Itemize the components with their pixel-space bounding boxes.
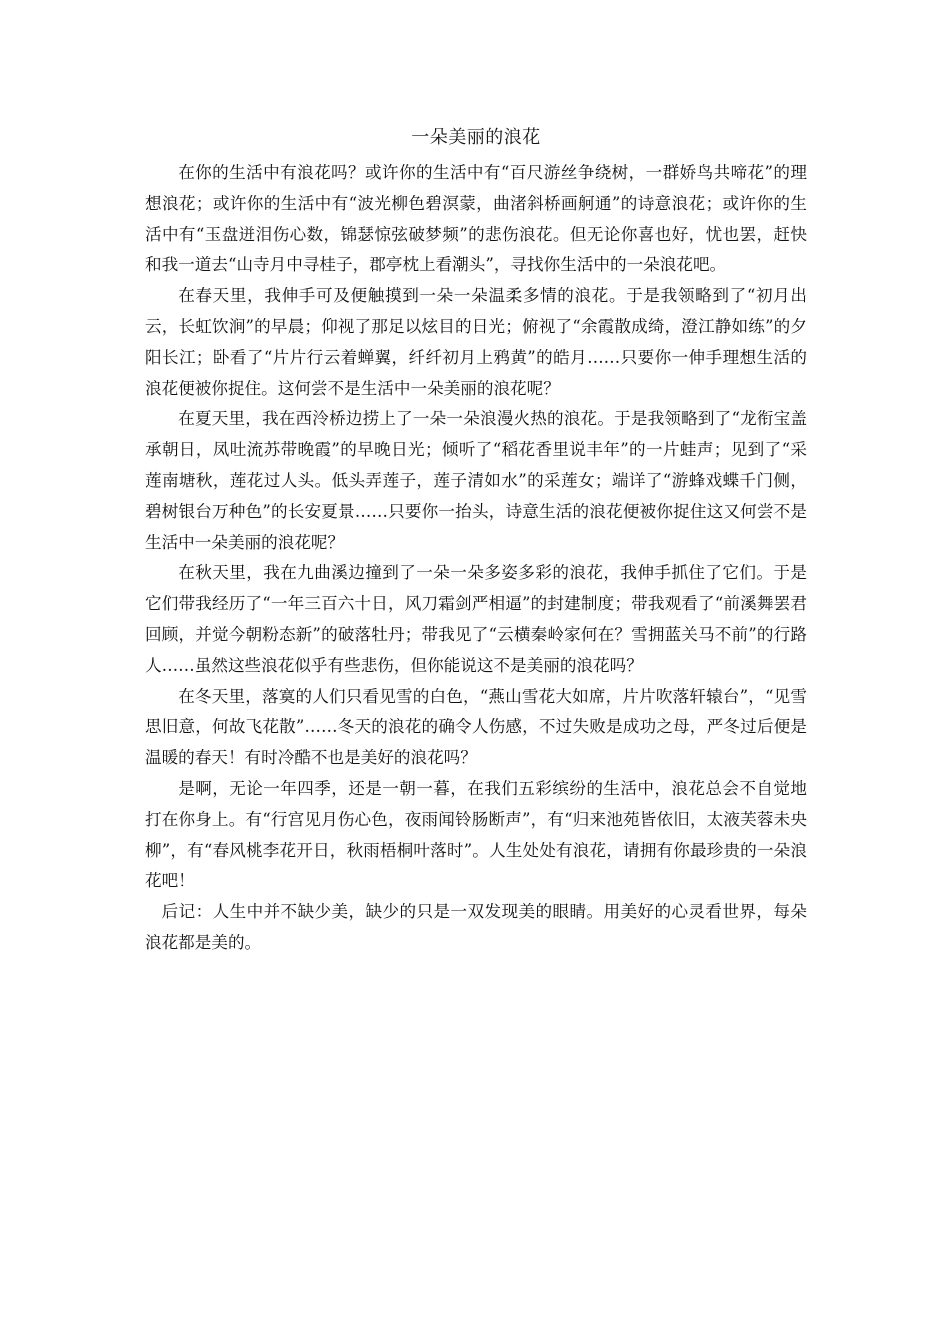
document-title: 一朵美丽的浪花 <box>411 127 541 148</box>
paragraph-intro: 在你的生活中有浪花吗？或许你的生活中有“百尺游丝争绕树，一群娇鸟共啼花”的理想浪花；或许你的生活中有“波光柳色碧溟蒙，曲渚斜桥画舸通”的诗意浪花；或许你的生活中有“玉盘迸泪伤心数，锦瑟惊弦破梦频”的悲伤浪花。但无论你喜也好，忧也罢，赶快和我一道去“山寺月中寻桂子，郡亭枕上看潮头”，寻找你生活中的一朵浪花吧。 <box>145 163 807 275</box>
paragraph-spring: 在春天里，我伸手可及便触摸到一朵一朵温柔多情的浪花。于是我领略到了“初月出云，长虹饮涧”的早晨；仰视了那足以炫目的日光；俯视了“余霞散成绮，澄江静如练”的夕阳长江；卧看了“片片行云着蝉翼，纤纤初月上鸦黄”的皓月……只要你一伸手理想生活的浪花便被你捉住。这何尝不是生活中一朵美丽的浪花呢？ <box>145 286 807 398</box>
paragraph-winter: 在冬天里，落寞的人们只看见雪的白色，“燕山雪花大如席，片片吹落轩辕台”，“见雪思旧意，何故飞花散”……冬天的浪花的确令人伤感，不过失败是成功之母，严冬过后便是温暖的春天！有时冷酷不也是美好的浪花吗？ <box>145 686 807 768</box>
document-page <box>145 118 807 959</box>
paragraph-conclusion: 是啊，无论一年四季，还是一朝一暮，在我们五彩缤纷的生活中，浪花总会不自觉地打在你身上。有“行宫见月伤心色，夜雨闻铃肠断声”，有“归来池苑皆依旧，太液芙蓉未央柳”，有“春风桃李花开日，秋雨梧桐叶落时”。人生处处有浪花，请拥有你最珍贵的一朵浪花吧！ <box>145 778 807 891</box>
paragraph-autumn: 在秋天里，我在九曲溪边撞到了一朵一朵多姿多彩的浪花，我伸手抓住了它们。于是它们带我经历了“一年三百六十日，风刀霜剑严相逼”的封建制度；带我观看了“前溪舞罢君回顾，并觉今朝粉态新”的破落牡丹；带我见了“云横秦岭家何在？雪拥蓝关马不前”的行路人……虽然这些浪花似乎有些悲伤，但你能说这不是美丽的浪花吗？ <box>145 563 807 675</box>
paragraph-summer: 在夏天里，我在西泠桥边捞上了一朵一朵浪漫火热的浪花。于是我领略到了“龙衔宝盖承朝日，凤吐流苏带晚霞”的早晚日光；倾听了“稻花香里说丰年”的一片蛙声；见到了“采莲南塘秋，莲花过人头。低头弄莲子，莲子清如水”的采莲女；端详了“游蜂戏蝶千门侧，碧树银台万种色”的长安夏景……只要你一抬头，诗意生活的浪花便被你捉住这又何尝不是生活中一朵美丽的浪花呢？ <box>145 409 807 552</box>
paragraph-postscript: 后记：人生中并不缺少美，缺少的只是一双发现美的眼睛。用美好的心灵看世界，每朵浪花都是美的。 <box>145 902 807 952</box>
